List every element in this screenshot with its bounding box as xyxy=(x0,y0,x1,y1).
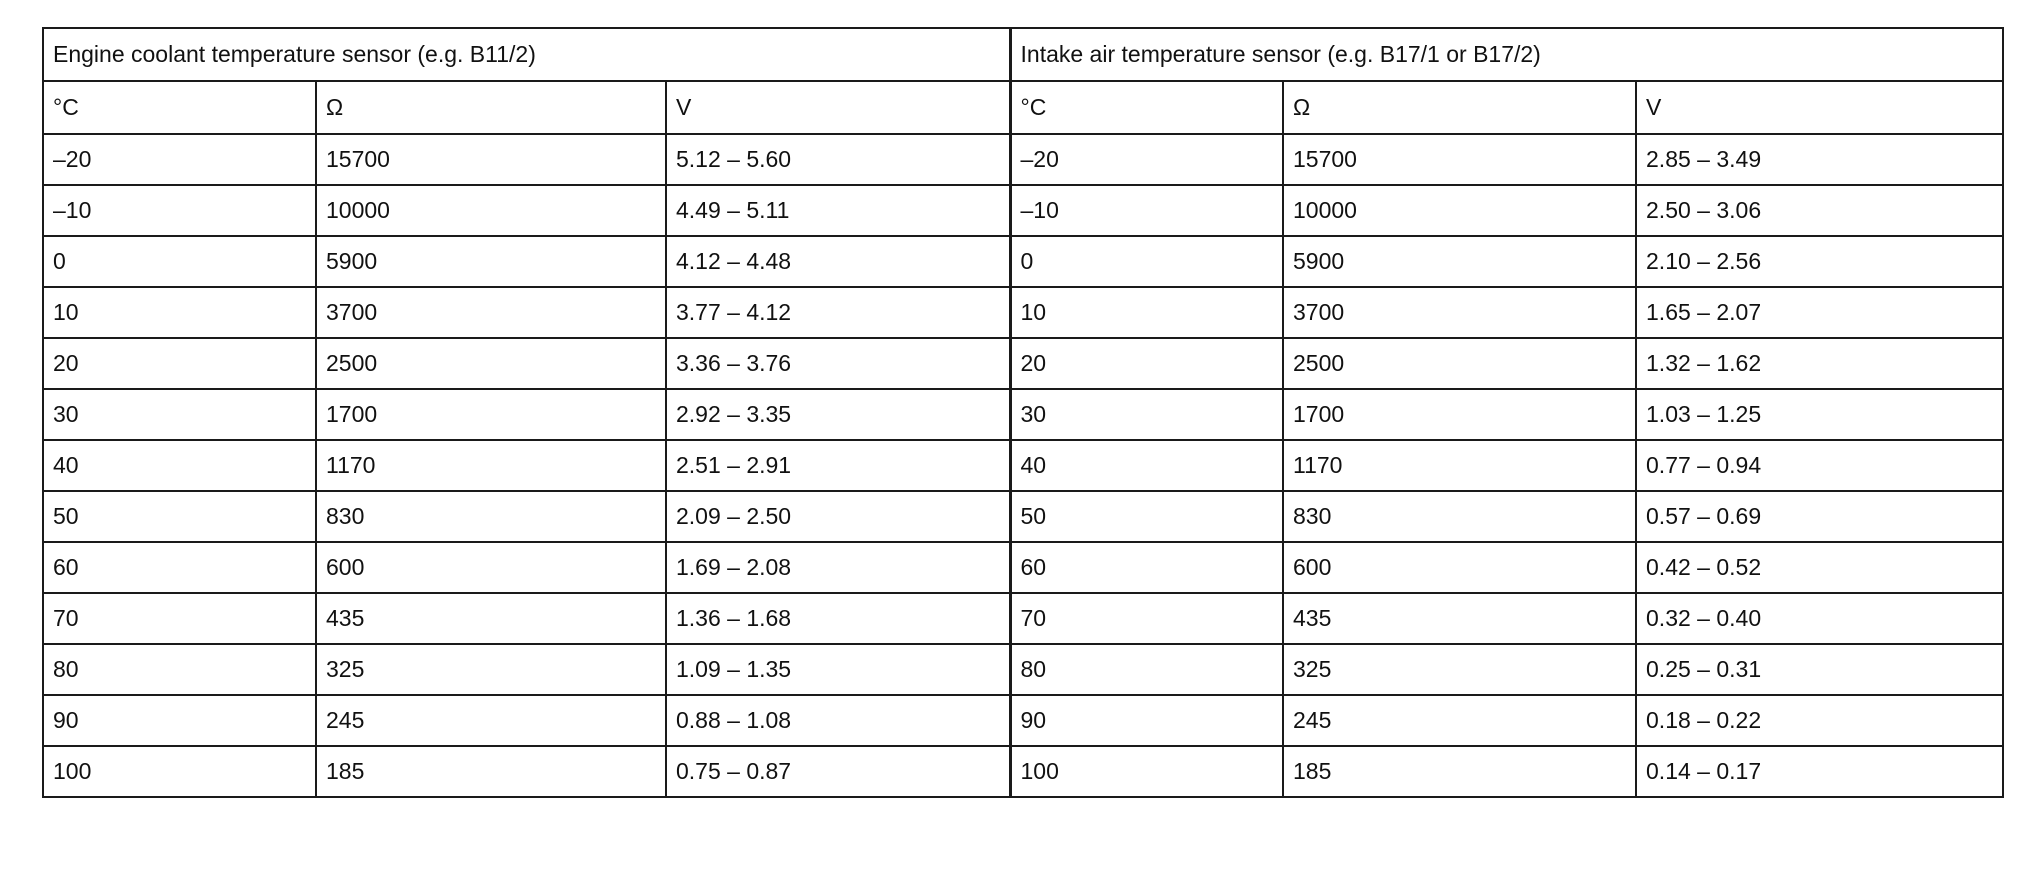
intake-temp-cell: 60 xyxy=(1010,542,1283,593)
coolant-resistance-cell: 245 xyxy=(316,695,666,746)
coolant-resistance-cell: 600 xyxy=(316,542,666,593)
intake-temp-cell: –20 xyxy=(1010,134,1283,185)
intake-resistance-cell: 830 xyxy=(1283,491,1636,542)
coolant-temp-cell: –20 xyxy=(43,134,316,185)
intake-temp-cell: 50 xyxy=(1010,491,1283,542)
coolant-voltage-cell: 2.51 – 2.91 xyxy=(666,440,1010,491)
coolant-voltage-cell: 4.12 – 4.48 xyxy=(666,236,1010,287)
intake-voltage-cell: 0.32 – 0.40 xyxy=(1636,593,2003,644)
unit-header-resistance-intake: Ω xyxy=(1283,81,1636,134)
coolant-temp-cell: 0 xyxy=(43,236,316,287)
table-row xyxy=(43,287,2003,338)
intake-temp-cell: 70 xyxy=(1010,593,1283,644)
intake-temp-cell: 40 xyxy=(1010,440,1283,491)
table-row xyxy=(43,644,2003,695)
coolant-resistance-cell: 3700 xyxy=(316,287,666,338)
intake-resistance-cell: 1700 xyxy=(1283,389,1636,440)
intake-temp-cell: –10 xyxy=(1010,185,1283,236)
intake-temp-cell: 80 xyxy=(1010,644,1283,695)
intake-resistance-cell: 1170 xyxy=(1283,440,1636,491)
coolant-resistance-cell: 325 xyxy=(316,644,666,695)
coolant-resistance-cell: 5900 xyxy=(316,236,666,287)
intake-resistance-cell: 5900 xyxy=(1283,236,1636,287)
intake-temp-cell: 10 xyxy=(1010,287,1283,338)
unit-header-resistance-coolant: Ω xyxy=(316,81,666,134)
unit-header-temp-coolant: °C xyxy=(43,81,316,134)
table-row xyxy=(43,338,2003,389)
intake-temp-cell: 0 xyxy=(1010,236,1283,287)
sensor-table xyxy=(42,27,2004,798)
intake-temp-cell: 90 xyxy=(1010,695,1283,746)
group-header-coolant: Engine coolant temperature sensor (e.g. B11/2) xyxy=(43,28,1010,81)
coolant-voltage-cell: 5.12 – 5.60 xyxy=(666,134,1010,185)
unit-header-voltage-coolant: V xyxy=(666,81,1010,134)
intake-voltage-cell: 0.14 – 0.17 xyxy=(1636,746,2003,797)
table-row xyxy=(43,746,2003,797)
intake-resistance-cell: 3700 xyxy=(1283,287,1636,338)
intake-resistance-cell: 185 xyxy=(1283,746,1636,797)
coolant-voltage-cell: 1.09 – 1.35 xyxy=(666,644,1010,695)
coolant-temp-cell: 20 xyxy=(43,338,316,389)
table-row xyxy=(43,440,2003,491)
coolant-resistance-cell: 1700 xyxy=(316,389,666,440)
coolant-temp-cell: 30 xyxy=(43,389,316,440)
coolant-temp-cell: 80 xyxy=(43,644,316,695)
intake-voltage-cell: 0.25 – 0.31 xyxy=(1636,644,2003,695)
intake-resistance-cell: 245 xyxy=(1283,695,1636,746)
intake-temp-cell: 30 xyxy=(1010,389,1283,440)
coolant-temp-cell: 70 xyxy=(43,593,316,644)
intake-resistance-cell: 2500 xyxy=(1283,338,1636,389)
table-row xyxy=(43,185,2003,236)
coolant-voltage-cell: 0.75 – 0.87 xyxy=(666,746,1010,797)
intake-voltage-cell: 2.50 – 3.06 xyxy=(1636,185,2003,236)
intake-resistance-cell: 325 xyxy=(1283,644,1636,695)
intake-voltage-cell: 1.32 – 1.62 xyxy=(1636,338,2003,389)
table-row xyxy=(43,542,2003,593)
coolant-resistance-cell: 15700 xyxy=(316,134,666,185)
table-row xyxy=(43,134,2003,185)
table-body xyxy=(43,28,2003,797)
table-row xyxy=(43,491,2003,542)
coolant-temp-cell: 40 xyxy=(43,440,316,491)
coolant-temp-cell: 50 xyxy=(43,491,316,542)
coolant-voltage-cell: 3.77 – 4.12 xyxy=(666,287,1010,338)
coolant-voltage-cell: 3.36 – 3.76 xyxy=(666,338,1010,389)
intake-voltage-cell: 1.65 – 2.07 xyxy=(1636,287,2003,338)
table-row xyxy=(43,389,2003,440)
unit-header-temp-intake: °C xyxy=(1010,81,1283,134)
coolant-temp-cell: 90 xyxy=(43,695,316,746)
intake-voltage-cell: 0.57 – 0.69 xyxy=(1636,491,2003,542)
coolant-temp-cell: 100 xyxy=(43,746,316,797)
coolant-resistance-cell: 2500 xyxy=(316,338,666,389)
coolant-voltage-cell: 1.69 – 2.08 xyxy=(666,542,1010,593)
intake-voltage-cell: 2.10 – 2.56 xyxy=(1636,236,2003,287)
intake-resistance-cell: 15700 xyxy=(1283,134,1636,185)
coolant-voltage-cell: 2.09 – 2.50 xyxy=(666,491,1010,542)
intake-voltage-cell: 2.85 – 3.49 xyxy=(1636,134,2003,185)
coolant-temp-cell: 10 xyxy=(43,287,316,338)
coolant-resistance-cell: 435 xyxy=(316,593,666,644)
intake-voltage-cell: 0.42 – 0.52 xyxy=(1636,542,2003,593)
intake-resistance-cell: 435 xyxy=(1283,593,1636,644)
group-header-intake: Intake air temperature sensor (e.g. B17/1 or B17/2) xyxy=(1010,28,2003,81)
unit-header-row xyxy=(43,81,2003,134)
intake-voltage-cell: 0.77 – 0.94 xyxy=(1636,440,2003,491)
intake-temp-cell: 100 xyxy=(1010,746,1283,797)
coolant-voltage-cell: 1.36 – 1.68 xyxy=(666,593,1010,644)
coolant-voltage-cell: 2.92 – 3.35 xyxy=(666,389,1010,440)
coolant-voltage-cell: 4.49 – 5.11 xyxy=(666,185,1010,236)
coolant-resistance-cell: 185 xyxy=(316,746,666,797)
coolant-temp-cell: 60 xyxy=(43,542,316,593)
intake-temp-cell: 20 xyxy=(1010,338,1283,389)
intake-resistance-cell: 10000 xyxy=(1283,185,1636,236)
intake-resistance-cell: 600 xyxy=(1283,542,1636,593)
unit-header-voltage-intake: V xyxy=(1636,81,2003,134)
table-row xyxy=(43,593,2003,644)
coolant-resistance-cell: 1170 xyxy=(316,440,666,491)
intake-voltage-cell: 0.18 – 0.22 xyxy=(1636,695,2003,746)
coolant-resistance-cell: 830 xyxy=(316,491,666,542)
intake-voltage-cell: 1.03 – 1.25 xyxy=(1636,389,2003,440)
table-row xyxy=(43,695,2003,746)
group-header-row xyxy=(43,28,2003,81)
table-row xyxy=(43,236,2003,287)
coolant-temp-cell: –10 xyxy=(43,185,316,236)
coolant-resistance-cell: 10000 xyxy=(316,185,666,236)
coolant-voltage-cell: 0.88 – 1.08 xyxy=(666,695,1010,746)
